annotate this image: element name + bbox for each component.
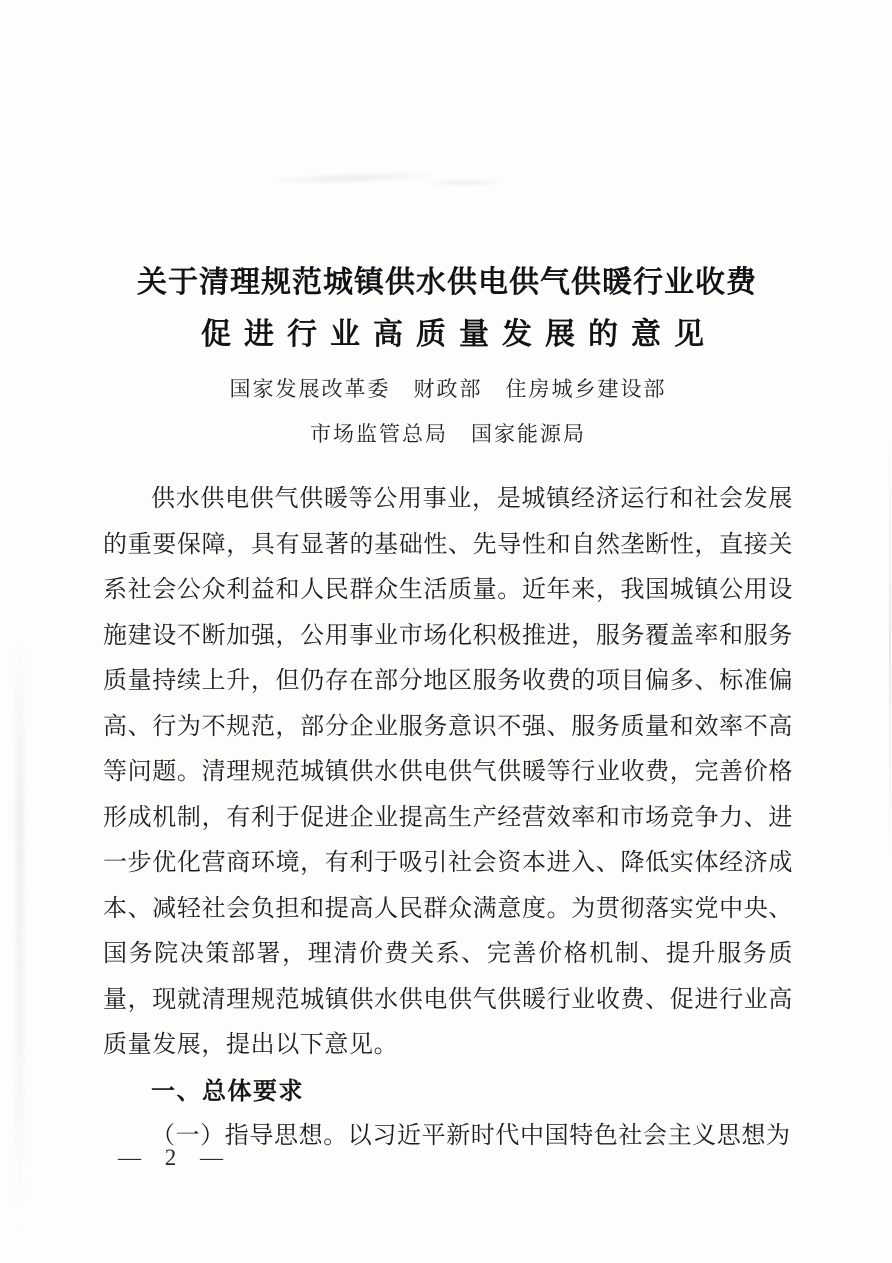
page-number: — 2 — bbox=[118, 1145, 225, 1170]
scan-smudge-artifact bbox=[425, 178, 505, 187]
scan-smudge-artifact bbox=[265, 169, 440, 187]
section-1-heading: 一、总体要求 bbox=[151, 1077, 304, 1105]
scan-edge-artifact bbox=[889, 430, 891, 860]
document-title-line-2: 促进行业高质量发展的意见 bbox=[201, 318, 717, 351]
intro-paragraph: 供水供电供气供暖等公用事业，是城镇经济运行和社会发展的重要保障，具有显著的基础性、先导性和自然垄断性，直接关系社会公众利益和人民群众生活质量。近年来，我国城镇公用设施建设不断加强，公用事业市场化积极推进，服务覆盖率和服务质量持续上升，但仍存在部分地区服务收费的项目偏多、标准偏高、行为不规范，部分企业服务意识不强、服务质量和效率不高等问题。清理规范城镇供水供电供气供暖等行业收费，完善价格形成机制，有利于促进企业提高生产经营效率和市场竞争力、进一步优化营商环境，有利于吸引社会资本进入、降低实体经济成本、减轻社会负担和提高人民群众满意度。为贯彻落实党中央、国务院决策部署，理清价费关系、完善价格机制、提升服务质量，现就清理规范城镇供水供电供气供暖行业收费、促进行业高质量发展，提出以下意见。 bbox=[103, 486, 793, 1058]
issuing-agencies-line-1: 国家发展改革委 财政部 住房城乡建设部 bbox=[229, 377, 667, 401]
scan-streak-artifact bbox=[15, 630, 24, 1230]
issuing-agencies-line-2: 市场监管总局 国家能源局 bbox=[310, 422, 586, 446]
document-body bbox=[103, 477, 793, 1160]
subsection-1-guiding-ideology-line: （一）指导思想。以习近平新时代中国特色社会主义思想为 bbox=[151, 1123, 791, 1149]
document-title-line-1: 关于清理规范城镇供水供电供气供暖行业收费 bbox=[137, 266, 757, 299]
